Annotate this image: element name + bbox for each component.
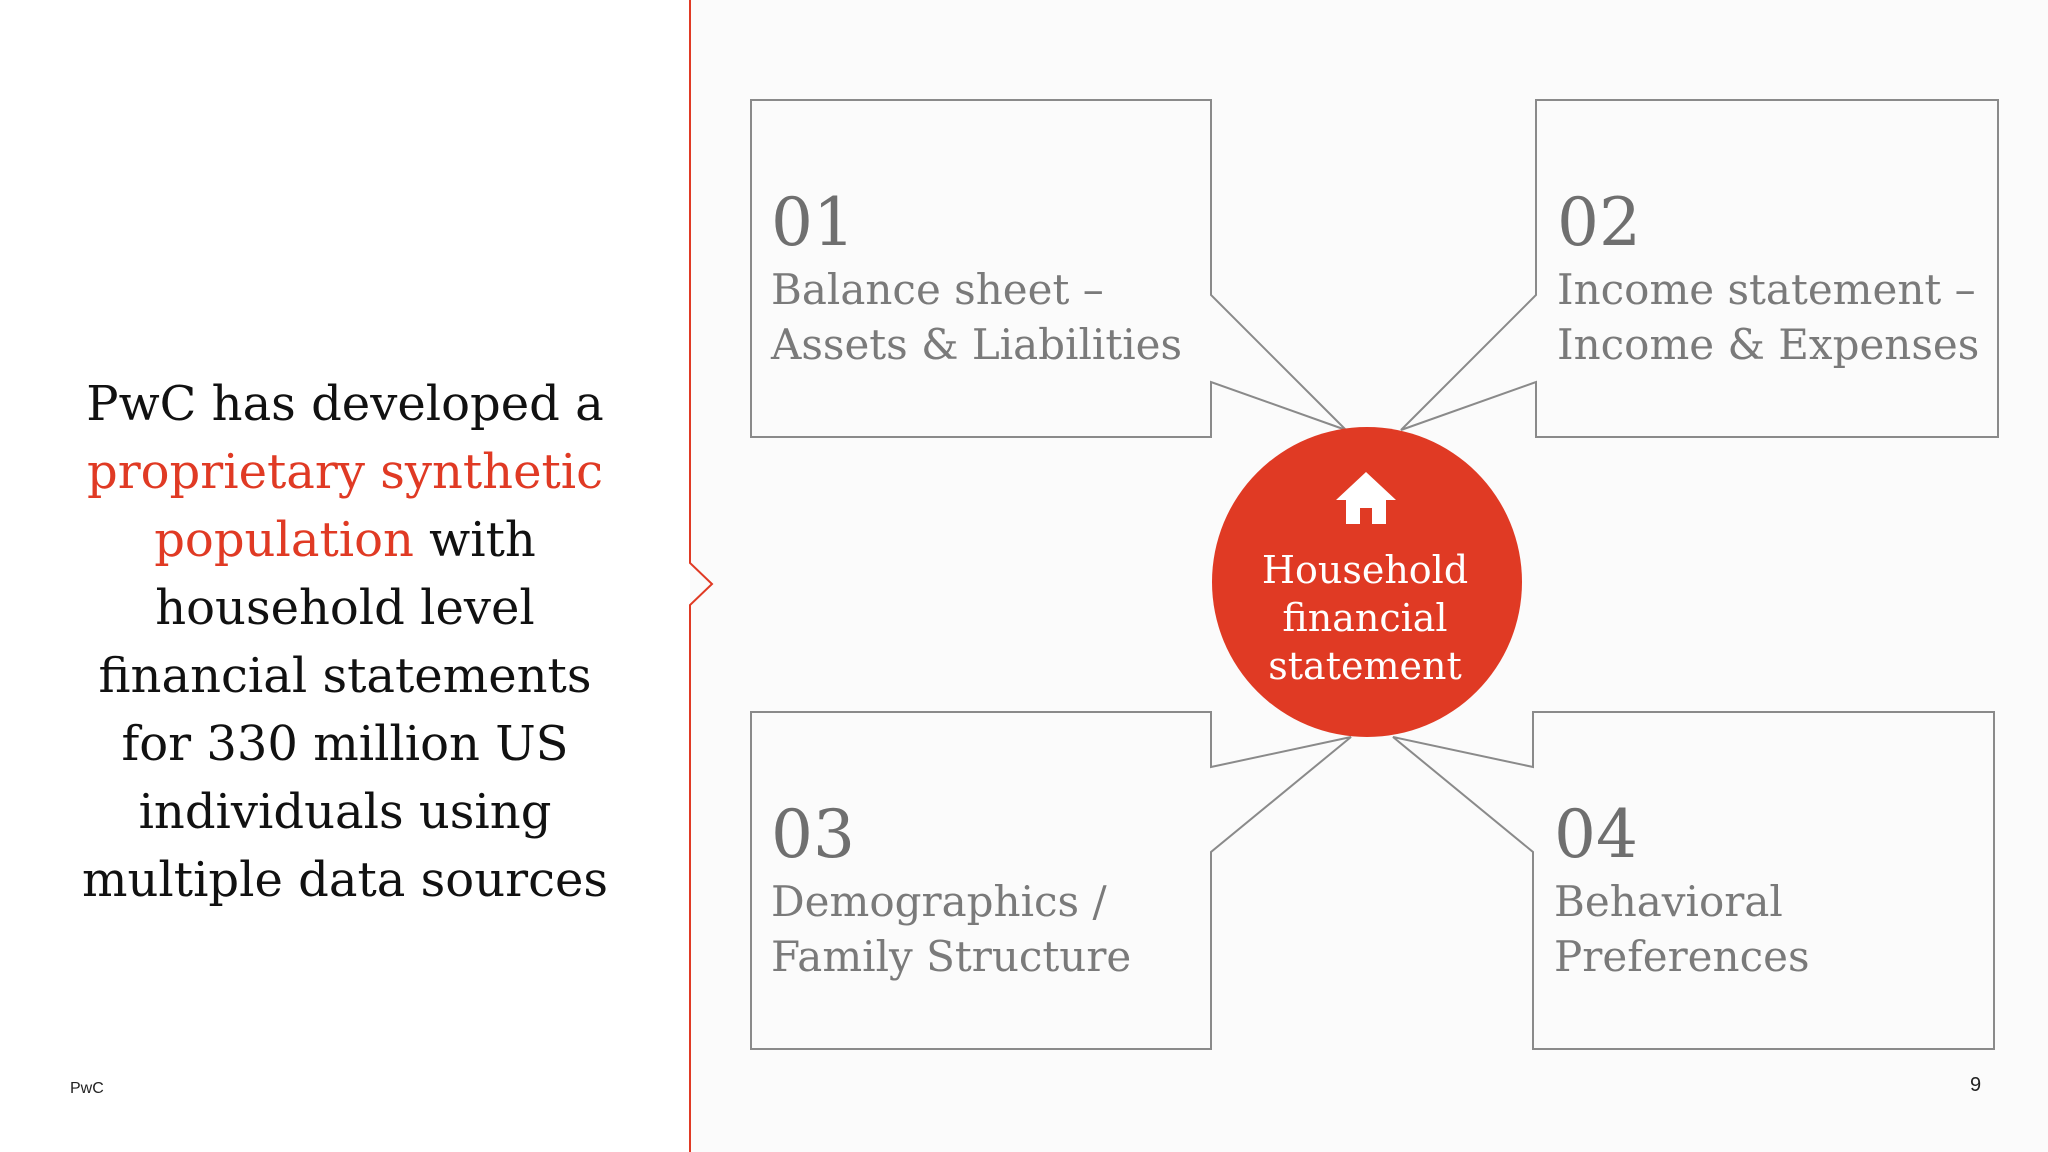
box-02-label — [1557, 262, 1987, 372]
box-04-line1: Behavioral — [1554, 877, 1783, 926]
headline-lead: PwC has developed a — [86, 376, 604, 432]
footer-brand: PwC — [70, 1080, 104, 1097]
box-04-number: 04 — [1554, 796, 1638, 873]
box-02-line1: Income statement – — [1557, 265, 1976, 314]
box-01-label — [771, 262, 1201, 372]
box-03-label — [771, 874, 1201, 984]
box-02-line2: Income & Expenses — [1557, 320, 1980, 369]
headline-tail: with household level financial statements for 330 million US individuals using multiple data sources — [82, 512, 608, 908]
box-04-line2: Preferences — [1554, 932, 1810, 981]
section-divider — [690, 0, 712, 1152]
box-03-line1: Demographics / — [771, 877, 1107, 926]
hub-label: Household financial statement — [1261, 548, 1469, 688]
box-03-line2: Family Structure — [771, 932, 1132, 981]
box-04-label — [1554, 874, 1984, 984]
box-01-line2: Assets & Liabilities — [771, 320, 1183, 369]
house-icon — [1334, 470, 1398, 526]
page-number: 9 — [1970, 1074, 1982, 1096]
headline-highlight: proprietary synthetic population — [86, 444, 604, 568]
box-02-number: 02 — [1557, 184, 1641, 261]
box-01-line1: Balance sheet – — [771, 265, 1104, 314]
box-01-number: 01 — [771, 184, 855, 261]
box-03-number: 03 — [771, 796, 855, 873]
